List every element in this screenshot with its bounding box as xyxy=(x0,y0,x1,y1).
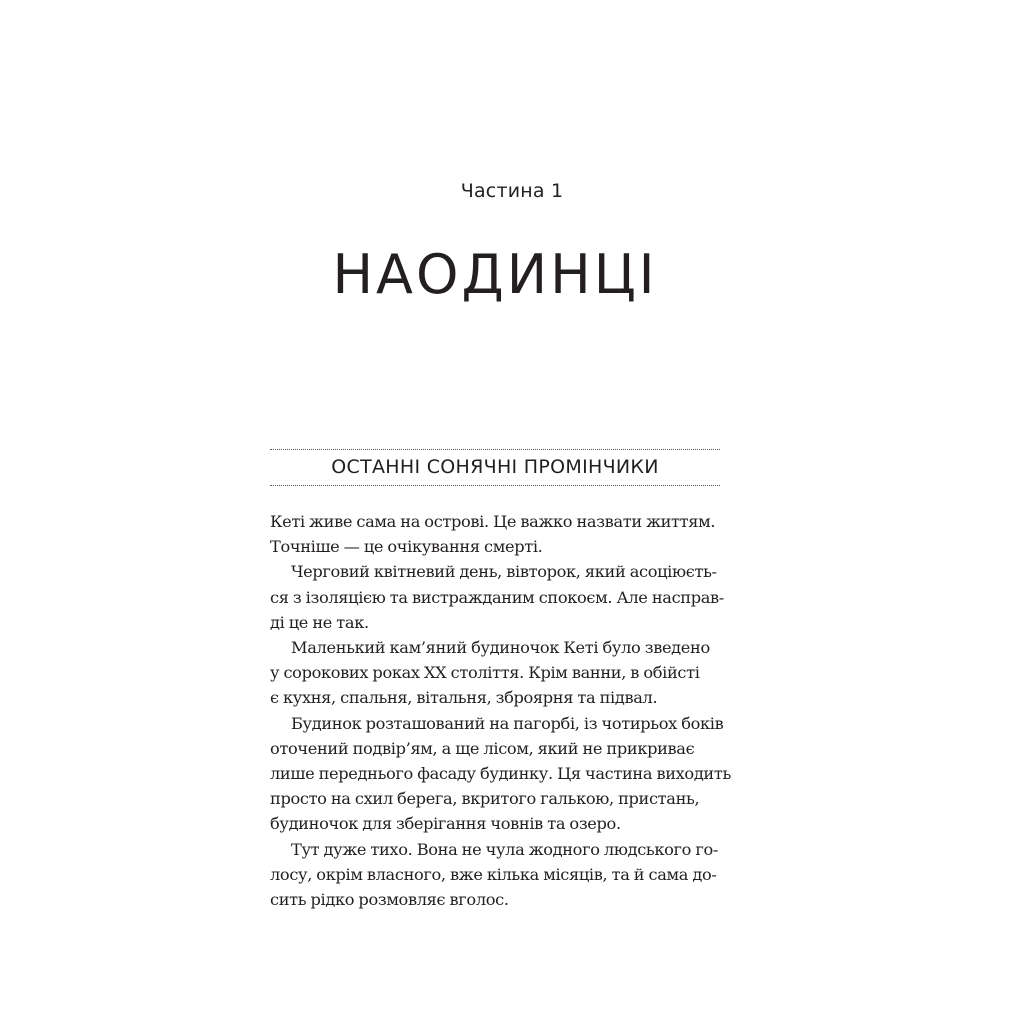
paragraph-1 xyxy=(270,509,730,559)
text-line: Маленький кам’яний будиночок Кеті було зведено xyxy=(291,638,710,658)
text-line: просто на схил берега, вкритого галькою, пристань, xyxy=(270,789,700,809)
text-line: будиночок для зберігання човнів та озеро. xyxy=(270,814,621,834)
text-line: у сорокових роках ХХ століття. Крім ванни, в обійсті xyxy=(270,663,700,683)
part-title: НАОДИНЦІ xyxy=(332,243,658,306)
chapter-heading-block xyxy=(270,449,720,486)
part-label: Частина 1 xyxy=(460,180,564,202)
dotted-rule-bottom xyxy=(270,485,720,486)
text-line: Черговий квітневий день, вівторок, який асоціюєть- xyxy=(291,562,717,582)
text-line: ся з ізоляцією та вистражданим спокоєм. Але насправ- xyxy=(270,587,724,607)
text-line: Тут дуже тихо. Вона не чула жодного людського го- xyxy=(291,839,719,859)
paragraph-3 xyxy=(270,635,730,711)
text-line: Точніше — це очікування смерті. xyxy=(270,537,543,557)
paragraph-4 xyxy=(270,711,730,837)
body-text xyxy=(270,509,730,912)
text-line: лише переднього фасаду будинку. Ця частина виходить xyxy=(270,764,731,784)
text-line: оточений подвір’ям, а ще лісом, який не прикриває xyxy=(270,738,695,758)
text-line: є кухня, спальня, вітальня, зброярня та підвал. xyxy=(270,688,658,708)
text-line: Кеті живе сама на острові. Це важко назвати життям. xyxy=(270,512,716,531)
text-line: Будинок розташований на пагорбі, із чотирьох боків xyxy=(291,713,724,733)
chapter-title: ОСТАННІ СОНЯЧНІ ПРОМІНЧИКИ xyxy=(331,456,659,478)
paragraph-2 xyxy=(270,559,730,635)
paragraph-5 xyxy=(270,837,730,913)
text-line: лосу, окрім власного, вже кілька місяців, та й сама до- xyxy=(270,864,717,884)
text-line: ді це не так. xyxy=(270,612,369,632)
text-line: сить рідко розмовляє вголос. xyxy=(270,890,509,910)
